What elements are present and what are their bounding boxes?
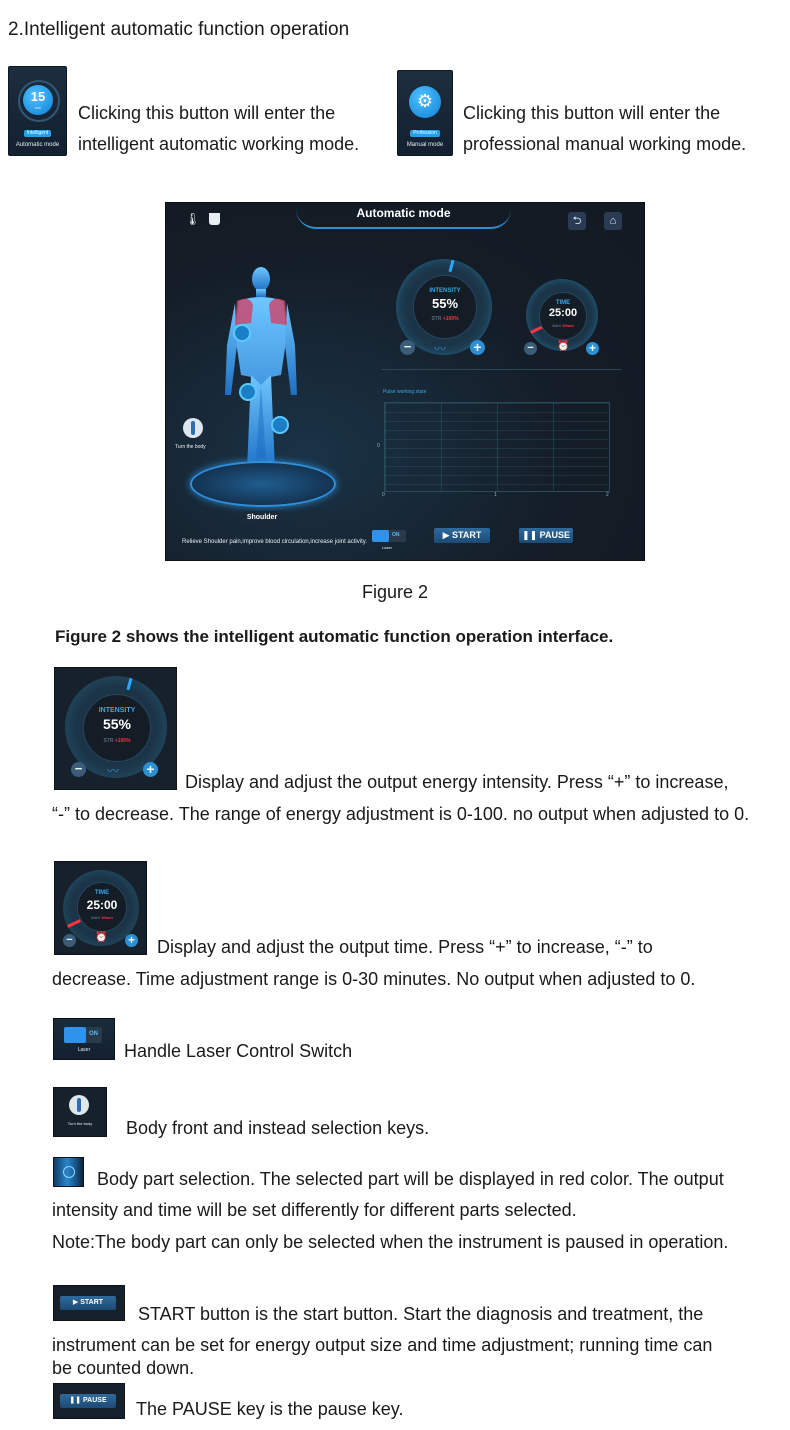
- body-model[interactable]: [221, 265, 301, 485]
- thumb-intensity-value: 55%: [102, 716, 132, 732]
- alarm-clock-icon: ⏰: [557, 341, 570, 352]
- intensity-inner: [413, 275, 477, 339]
- pause-button-thumbnail: [53, 1383, 125, 1419]
- laser-desc: Handle Laser Control Switch: [124, 1041, 353, 1061]
- time-label: TIME: [555, 300, 571, 306]
- start-desc-2: instrument can be set for energy output size and time adjustment; running time can: [52, 1335, 713, 1355]
- figure-caption: Figure 2: [361, 582, 429, 602]
- pause-desc: The PAUSE key is the pause key.: [136, 1399, 404, 1419]
- thumb-time-value: 25:00: [86, 898, 118, 912]
- time-desc-1: Display and adjust the output time. Press “+” to increase, “-” to: [157, 937, 653, 957]
- start-button[interactable]: ▶ START: [434, 528, 490, 543]
- chart-y-tick: 0: [377, 443, 380, 449]
- thumb-minus-icon: −: [71, 762, 86, 777]
- intensity-gauge-thumbnail: [54, 667, 177, 790]
- thumb-laser-state: ON: [89, 1031, 98, 1037]
- chart-x-tick-1: 1: [494, 492, 497, 498]
- intensity-minus-button[interactable]: −: [400, 340, 415, 355]
- time-inner: [539, 292, 587, 340]
- thumb-time-plus-icon: +: [125, 934, 138, 947]
- screen-title: Automatic mode: [356, 206, 451, 220]
- laser-label: Laser: [382, 545, 393, 550]
- automatic-mode-button[interactable]: [8, 66, 67, 156]
- part-description: Relieve Shoulder pain,improve blood circulation,increase joint activity.: [182, 539, 367, 545]
- pulse-wave-icon: 〰: [434, 342, 447, 356]
- intro-text: Figure 2 shows the intelligent automatic function operation interface.: [55, 627, 614, 646]
- thumb-intensity-label: INTENSITY: [98, 707, 136, 714]
- shoulder-left-selected: [235, 299, 253, 325]
- body-part-desc-1: Body part selection. The selected part will be displayed in red color. The output: [97, 1169, 724, 1189]
- turn-body-button[interactable]: [183, 418, 203, 438]
- thumb-time-minus-icon: −: [63, 934, 76, 947]
- thumb-time-label: TIME: [94, 890, 110, 896]
- intelligent-badge: Intelligent: [24, 130, 51, 137]
- automatic-mode-desc-2: intelligent automatic working mode.: [78, 134, 360, 154]
- intensity-plus-button[interactable]: +: [470, 340, 485, 355]
- intensity-desc-2: “-” to decrease. The range of energy adjustment is 0-100. no output when adjusted to 0.: [52, 804, 750, 824]
- time-desc-2: decrease. Time adjustment range is 0-30 minutes. No output when adjusted to 0.: [52, 969, 696, 989]
- time-sub: MAX 30min: [552, 323, 574, 328]
- intensity-label: INTENSITY: [429, 288, 461, 294]
- back-button[interactable]: ⮌: [568, 212, 586, 230]
- laser-state: ON: [392, 532, 400, 538]
- start-button-thumbnail: [53, 1285, 125, 1321]
- gear-icon: ⚙: [409, 86, 441, 118]
- turn-body-thumbnail: [53, 1087, 107, 1137]
- thumb-laser-label: Laser: [77, 1047, 91, 1053]
- thumb-plus-icon: +: [143, 762, 158, 777]
- manual-mode-button[interactable]: [397, 70, 453, 156]
- thumb-time-sub: MAX 30min: [91, 915, 113, 920]
- manual-mode-desc-1: Clicking this button will enter the: [463, 103, 721, 123]
- shoulder-right-selected: [269, 299, 287, 325]
- chart-x-tick-2: 2: [606, 492, 609, 498]
- time-minus-button[interactable]: −: [524, 342, 537, 355]
- timer-number: 15: [30, 89, 46, 104]
- intensity-sub: STR +100%: [431, 316, 459, 322]
- timer-circle-icon: [23, 85, 53, 115]
- home-button[interactable]: ⌂: [604, 212, 622, 230]
- body-point-elbow[interactable]: [233, 324, 251, 342]
- time-plus-button[interactable]: +: [586, 342, 599, 355]
- laser-toggle[interactable]: [372, 530, 406, 542]
- thumb-intensity-sub: STR +100%: [103, 738, 131, 744]
- divider: [381, 369, 621, 370]
- automatic-mode-desc-1: Clicking this button will enter the: [78, 103, 336, 123]
- intensity-desc-1: Display and adjust the output energy intensity. Press “+” to increase,: [185, 772, 729, 792]
- body-part-thumbnail: [53, 1157, 84, 1187]
- time-value: 25:00: [548, 307, 578, 319]
- chart-x-tick-0: 0: [382, 492, 385, 498]
- thermometer-icon: 🌡: [185, 212, 201, 226]
- thumb-alarm-icon: ⏰: [95, 932, 108, 943]
- start-desc-1: START button is the start button. Start the diagnosis and treatment, the: [138, 1304, 704, 1324]
- profession-badge: Profession: [410, 130, 440, 137]
- laser-switch-thumbnail: [53, 1018, 115, 1060]
- body-point-knee[interactable]: [271, 416, 289, 434]
- body-part-note: Note:The body part can only be selected when the instrument is paused in operation.: [52, 1232, 729, 1252]
- section-title: 2.Intelligent automatic function operation: [8, 19, 350, 40]
- laser-toggle-knob: [372, 530, 389, 542]
- start-desc-3: be counted down.: [52, 1358, 195, 1378]
- body-point-hip[interactable]: [239, 383, 257, 401]
- rotation-platform: [190, 461, 336, 507]
- thumb-pause-button: ❚❚ PAUSE: [60, 1394, 116, 1408]
- manual-mode-label: Manual mode: [406, 142, 444, 148]
- body-part-desc-2: intensity and time will be set differently for different parts selected.: [52, 1200, 577, 1220]
- thumb-turn-body-label: Turn the body: [67, 1121, 93, 1126]
- thumb-pulse-icon: 〰: [107, 764, 120, 778]
- time-gauge-thumbnail: [54, 861, 147, 955]
- pause-button[interactable]: ❚❚ PAUSE: [519, 528, 573, 543]
- automatic-mode-screen: [165, 202, 645, 561]
- water-tank-icon: [209, 213, 220, 225]
- turn-body-label: Turn the body: [175, 444, 206, 450]
- intensity-value: 55%: [431, 296, 459, 311]
- automatic-mode-label: Automatic mode: [15, 142, 60, 148]
- pulse-chart: [384, 402, 610, 492]
- turn-body-desc: Body front and instead selection keys.: [126, 1118, 430, 1138]
- manual-mode-desc-2: professional manual working mode.: [463, 134, 747, 154]
- timer-unit: min: [34, 105, 42, 110]
- chart-title: Pulse working state: [383, 389, 427, 395]
- thumb-start-button: ▶ START: [60, 1296, 116, 1310]
- selected-part-label: Shoulder: [239, 511, 285, 525]
